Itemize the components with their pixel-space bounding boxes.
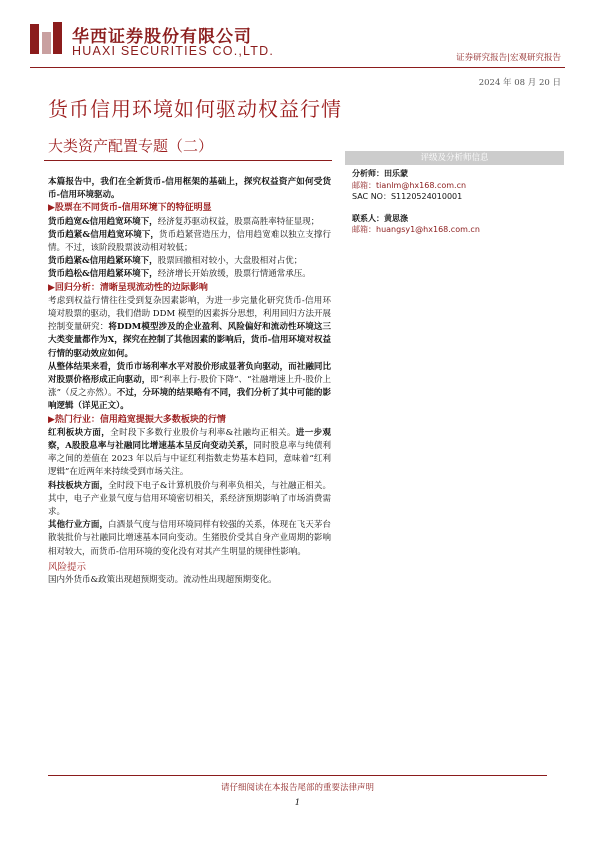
- paragraph-emphasis: 将DDM模型涉及的企业盈利、风险偏好和流动性环境这三大类变量都作为X，探究在控制了其他因素的影响后，货币-信用环境对权益行情的驱动效应如何。: [48, 322, 331, 359]
- paragraph-lead: 科技板块方面，: [48, 480, 109, 491]
- section-heading-3: ▶热门行业：信用趋宽提振大多数板块的行情: [48, 414, 226, 425]
- section-heading-2: ▶回归分析：清晰呈现流动性的边际影响: [48, 282, 208, 293]
- report-date: 2024 年 08 月 20 日: [478, 78, 561, 88]
- footer-divider: [48, 775, 547, 776]
- page-number: 1: [294, 798, 301, 808]
- paragraph-text: 白酒景气度与信用环境同样有较强的关系，体现在飞天茅台散装批价与社融同比增速基本同向变动。生猪股价受其自身产业周期的影响相对较大，而货币-信用环境的变化没有对其产生明显的规律性影响。: [48, 520, 331, 557]
- paragraph-lead: 货币趋紧&信用趋紧环境下，: [48, 256, 158, 267]
- report-summary: [48, 176, 331, 587]
- paragraph-lead: 货币趋紧&信用趋宽环境下，: [48, 229, 160, 240]
- paragraph-lead: 从整体结果来看，货币市场利率水平对股价形成显著负向驱动，而社融同比对股票价格形成正向驱动，: [48, 361, 331, 386]
- paragraph-lead: 货币趋宽&信用趋宽环境下，: [48, 216, 158, 227]
- paragraph-lead: 货币趋松&信用趋紧环境下，: [48, 269, 158, 280]
- intro-paragraph: 本篇报告中，我们在全新货币-信用框架的基础上，探究权益资产如何受货币-信用环境驱动。: [48, 177, 331, 201]
- paragraph: [48, 295, 331, 361]
- sac-number: SAC NO：S1120524010001: [352, 192, 463, 201]
- header-divider: [30, 67, 565, 68]
- subtitle-divider: [44, 160, 332, 161]
- paragraph: [48, 519, 331, 559]
- paragraph: [48, 216, 331, 229]
- contact-name: 黄思涤: [384, 212, 408, 223]
- email-label: 邮箱：: [352, 180, 376, 190]
- paragraph-text: 经济增长开始放缓，股票行情通常承压。: [157, 269, 311, 280]
- risk-heading: 风险提示: [48, 561, 87, 573]
- paragraph-text: 同时股息率与纯债利率之间的差值在 2023 年以后与中证红利指数走势基本趋同，意味着“红利逻辑”在近两年来持续受到市场关注。: [48, 441, 331, 478]
- legal-notice: 请仔细阅读在本报告尾部的重要法律声明: [220, 783, 374, 793]
- paragraph-lead: 红利板块方面，: [48, 427, 111, 438]
- report-subtitle: 大类资产配置专题（二）: [48, 137, 214, 155]
- paragraph: [48, 255, 331, 268]
- analyst-label: 分析师：: [352, 168, 384, 178]
- paragraph: [48, 268, 331, 281]
- paragraph-lead: 其他行业方面，: [48, 520, 109, 531]
- brand-name-en: HUAXI SECURITIES CO.,LTD.: [72, 44, 275, 58]
- paragraph: [48, 427, 331, 480]
- paragraph-text: 股票回撤相对较小，大盘股相对占优；: [157, 256, 303, 267]
- analyst-info: [352, 168, 564, 236]
- contact-email[interactable]: huangsy1@hx168.com.cn: [376, 225, 480, 234]
- paragraph-text: 经济复苏驱动权益，股票高胜率特征显现；: [157, 216, 320, 227]
- report-type: 证券研究报告|宏观研究报告: [456, 53, 561, 63]
- paragraph-text: 即“利率上行-股价下降”、“社融增速上升-股价上涨”（反之亦然）。: [48, 375, 331, 399]
- paragraph: [48, 480, 331, 520]
- paragraph-text: 全时段下多数行业股价与利率&社融均正相关。: [110, 427, 296, 438]
- paragraph-text: 全时段下电子&计算机股价与利率负相关，与社融正相关。其中，电子产业景气度与信用环境密切相关，系经济预期影响了市场消费需求。: [48, 480, 331, 518]
- analyst-name: 田乐蒙: [384, 168, 408, 178]
- paragraph: [48, 229, 331, 255]
- report-title: 货币信用环境如何驱动权益行情: [48, 97, 342, 121]
- contact-label: 联系人：: [352, 212, 384, 223]
- analyst-email[interactable]: tianlm@hx168.com.cn: [376, 180, 467, 190]
- paragraph-text: 货币趋紧营造压力，信用趋宽难以独立支撑行情。不过，该阶段股票波动相对较低；: [48, 229, 331, 254]
- paragraph: [48, 361, 331, 414]
- paragraph-emphasis: 不过，分环境的结果略有不同，我们分析了其中可能的影响逻辑（详见正文）。: [48, 388, 331, 412]
- company-logo: [30, 22, 62, 54]
- paragraph-emphasis: 进一步观察，A股股息率与社融同比增速基本呈反向变动关系，: [48, 427, 331, 452]
- paragraph-text: 考虑到权益行情往往受到复杂因素影响，为进一步完量化研究货币-信用环境对股票的驱动，我们借助 DDM 模型的因素拆分思想，利用回归方法开展控制变量研究：: [48, 295, 331, 333]
- contact-email-label: 邮箱：: [352, 225, 376, 234]
- risk-text: 国内外货币&政策出现超预期变动。流动性出现超预期变化。: [48, 575, 277, 586]
- analyst-info-heading: 评级及分析师信息: [345, 151, 564, 165]
- brand-name-cn: 华西证券股份有限公司: [72, 27, 252, 47]
- section-heading-1: ▶股票在不同货币-信用环境下的特征明显: [48, 203, 212, 214]
